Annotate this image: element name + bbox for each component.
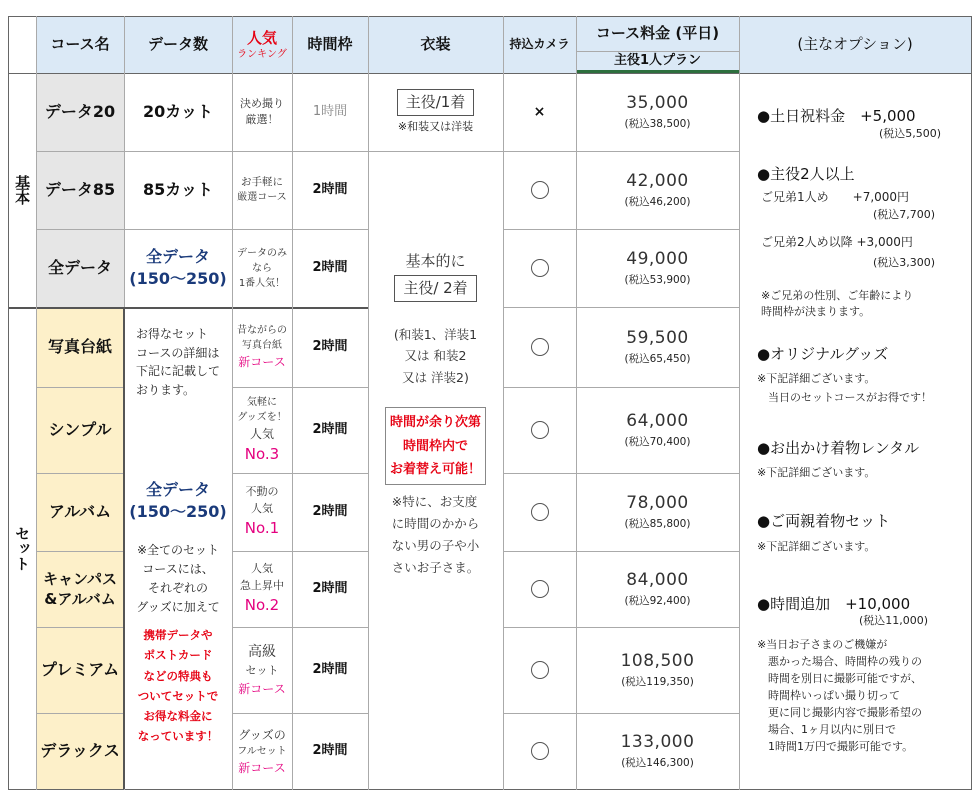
camera-1 (503, 151, 576, 229)
time-6: 2時間 (312, 581, 348, 597)
options-panel (739, 73, 971, 789)
data-count-2-line1: 全データ (145, 247, 210, 267)
rank-6-line1: 人気 (251, 562, 273, 576)
costume-red-box (385, 407, 486, 485)
grid-line-col (232, 16, 233, 790)
costume-row1-box: 主役/1着 (397, 89, 475, 115)
header-data: データ数 (124, 16, 232, 73)
opt-extra-note-3: 時間枠いっぱい撮り切って (757, 689, 900, 703)
rank-8-new: 新コース (238, 760, 286, 775)
set-note-red-2: などの特典も (143, 668, 213, 683)
price-7 (576, 627, 739, 713)
header-ranking (232, 16, 292, 73)
data-count-1: 85カット (142, 180, 214, 200)
rank-0 (232, 73, 292, 151)
set-data-cell (124, 307, 232, 789)
price-6-value: 84,000 (626, 570, 689, 591)
rank-5-line2: 人気 (251, 501, 273, 515)
price-0-value: 35,000 (626, 93, 689, 114)
grid-line-row (232, 387, 368, 388)
set-note-top-0: お得なセット (135, 327, 208, 341)
course-name-2: 全データ (36, 229, 124, 307)
rank-5-line1: 不動の (245, 485, 279, 499)
rank-6 (232, 551, 292, 627)
opt-sibling1-tax: (税込7,700) (873, 208, 936, 221)
opt-multi: ●主役2人以上 (757, 165, 855, 183)
opt-extra-note (757, 636, 922, 755)
header-course: コース名 (36, 16, 124, 73)
grid-line-group (8, 307, 368, 309)
grid-line-row (503, 151, 739, 152)
set-note-red-3: ついてセットで (137, 688, 219, 703)
circle-icon (531, 421, 549, 439)
rank-8-line1: グッズの (238, 727, 286, 742)
price-1-value: 42,000 (626, 171, 689, 192)
course-name-6-line1: キャンパス (43, 569, 117, 588)
rank-7-line2: セット (245, 664, 279, 678)
camera-7 (503, 627, 576, 713)
price-5-tax: (税込85,800) (624, 518, 691, 531)
time-8: 2時間 (312, 743, 348, 759)
costume-red-0: 時間が余り次第 (389, 415, 481, 431)
course-name-6 (36, 551, 124, 627)
rank-4-line2: グッズを！ (237, 411, 287, 423)
rank-8-line2: フルセット (237, 745, 287, 757)
rank-4-line3: 人気 (249, 426, 274, 441)
price-4-tax: (税込70,400) (624, 436, 691, 449)
grid-line-row (36, 387, 124, 388)
price-1 (576, 151, 739, 229)
opt-sibling1: ご兄弟1人め +7,000円 (761, 190, 910, 204)
price-3 (576, 307, 739, 387)
opt-holiday: ●土日祝料金 +5,000 (757, 107, 916, 125)
costume-basic-box: 主役/ 2着 (394, 275, 476, 301)
camera-8 (503, 713, 576, 789)
opt-goods-note-1: 当日のセットコースがお得です！ (757, 390, 933, 404)
costume-red-2: お着替え可能！ (389, 461, 481, 477)
grid-line-col (36, 16, 37, 790)
circle-icon (531, 661, 549, 679)
set-data-note-red (138, 625, 219, 746)
rank-6-no: No.2 (244, 596, 280, 615)
camera-0: × (533, 103, 546, 120)
opt-extra: ●時間追加 +10,000 (757, 595, 911, 613)
set-data-main-1: (150〜250) (129, 501, 227, 521)
price-5-value: 78,000 (626, 493, 689, 514)
header-price: コース料金 (平日) (576, 16, 739, 51)
opt-extra-note-2: 時間を別日に撮影可能ですが、 (757, 672, 922, 686)
price-3-value: 59,500 (626, 328, 689, 349)
opt-goods-note-0: ※下記詳細ございます。 (757, 372, 876, 385)
opt-extra-note-4: 更に同じ撮影内容で撮影希望の (757, 706, 922, 720)
opt-extra-note-0: ※当日お子さまのご機嫌が (757, 638, 888, 651)
price-8-value: 133,000 (620, 732, 695, 753)
rank-2 (232, 229, 292, 307)
time-0: 1時間 (312, 104, 348, 120)
price-4 (576, 387, 739, 473)
header-time: 時間枠 (292, 16, 368, 73)
grid-line-row (503, 473, 739, 474)
rank-1 (232, 151, 292, 229)
opt-parents: ●ご両親着物セット (757, 512, 891, 530)
grid-line-row (232, 627, 368, 628)
set-note-red-5: なっています！ (137, 728, 219, 743)
opt-goods-note (757, 370, 932, 407)
costume-row1 (368, 73, 503, 151)
rank-3-line1: 昔ながらの (237, 325, 287, 336)
data-count-2 (124, 229, 232, 307)
price-8-tax: (税込146,300) (621, 757, 694, 770)
costume-detail (394, 324, 477, 390)
opt-kimono-note: ※下記詳細ございます。 (757, 466, 876, 479)
set-note-top-1: コースの詳細は (135, 345, 220, 360)
camera-6 (503, 551, 576, 627)
opt-kimono: ●お出かけ着物レンタル (757, 439, 920, 457)
costume-main (368, 151, 503, 789)
opt-goods: ●オリジナルグッズ (757, 345, 889, 363)
group-basic (8, 73, 36, 307)
course-name-6-line2: &アルバム (44, 590, 116, 608)
rank-1-line2: 厳選コース (237, 192, 287, 204)
course-name-7: プレミアム (36, 627, 124, 713)
grid-line-top (8, 16, 972, 17)
costume-note-1: に時間のかから (391, 516, 480, 532)
set-data-note-top (136, 325, 220, 399)
time-4: 2時間 (312, 422, 348, 438)
course-name-4: シンプル (36, 387, 124, 473)
rank-7 (232, 627, 292, 713)
price-7-value: 108,500 (620, 651, 695, 672)
opt-sibling-note-0: ※ご兄弟の性別、ご年齢により (761, 289, 914, 302)
grid-line-row (368, 151, 503, 152)
price-4-value: 64,000 (626, 411, 689, 432)
rank-3 (232, 307, 292, 387)
rank-8 (232, 713, 292, 789)
group-set-label: セット (13, 525, 32, 571)
costume-red-1: 時間枠内で (402, 438, 468, 454)
set-note-red-1: ポストカード (143, 648, 213, 663)
grid-line-col (971, 16, 972, 790)
set-data-main-0: 全データ (145, 480, 210, 500)
costume-detail-0: (和装1、洋装1 (393, 326, 478, 342)
costume-detail-1: 又は 和装2 (404, 348, 467, 364)
opt-sibling-note (761, 288, 913, 320)
header-options: (主なオプション) (739, 16, 971, 73)
price-7-tax: (税込119,350) (621, 676, 694, 689)
costume-row1-note: ※和装又は洋装 (397, 119, 474, 133)
header-price-sub: 主役1人プラン (576, 51, 739, 73)
set-note-mid-0: ※全てのセット (136, 542, 220, 557)
opt-parents-note: ※下記詳細ございます。 (757, 540, 876, 553)
camera-4 (503, 387, 576, 473)
grid-line-col (292, 16, 293, 790)
rank-2-line1: データのみ (237, 247, 287, 259)
grid-line-col (576, 16, 577, 790)
costume-note (392, 491, 480, 579)
header-blank (8, 16, 36, 73)
grid-line-row (503, 387, 739, 388)
price-5 (576, 473, 739, 551)
price-6 (576, 551, 739, 627)
price-1-tax: (税込46,200) (624, 196, 691, 209)
set-data-main (129, 479, 226, 522)
grid-line-col (739, 16, 740, 790)
price-2 (576, 229, 739, 307)
opt-sibling-note-1: 時間枠が決まります。 (761, 304, 871, 318)
circle-icon (531, 338, 549, 356)
price-2-tax: (税込53,900) (624, 274, 691, 287)
grid-line-row (36, 473, 124, 474)
circle-icon (531, 503, 549, 521)
rank-5 (232, 473, 292, 551)
rank-7-new: 新コース (238, 681, 286, 696)
costume-basic-text: 基本的に (405, 252, 466, 270)
rank-0-line2: 厳選！ (245, 113, 279, 126)
circle-icon (531, 742, 549, 760)
course-name-1: データ85 (36, 151, 124, 229)
header-camera: 持込カメラ (503, 16, 576, 73)
set-note-mid-2: それぞれの (147, 580, 208, 595)
grid-line-row (36, 551, 124, 552)
opt-sibling2-tax: (税込3,300) (873, 256, 936, 269)
grid-line-row (503, 713, 739, 714)
set-block-border (123, 307, 125, 789)
grid-line-row (232, 713, 368, 714)
set-note-top-3: おります。 (135, 382, 196, 397)
rank-5-no: No.1 (244, 519, 280, 538)
circle-icon (531, 259, 549, 277)
rank-4-no: No.3 (244, 444, 280, 463)
circle-icon (531, 580, 549, 598)
rank-4-line1: 気軽に (247, 396, 277, 408)
opt-extra-note-1: 悪かった場合、時間枠の残りの (757, 655, 922, 669)
rank-4 (232, 387, 292, 473)
time-3: 2時間 (312, 339, 348, 355)
price-0 (576, 73, 739, 151)
price-6-tax: (税込92,400) (624, 595, 691, 608)
grid-line-row (232, 473, 368, 474)
camera-5 (503, 473, 576, 551)
grid-line-row (503, 229, 739, 230)
set-note-red-0: 携帯データや (143, 628, 213, 643)
time-5: 2時間 (312, 504, 348, 520)
opt-sibling2: ご兄弟2人め以降 +3,000円 (761, 235, 913, 249)
grid-line-header (8, 73, 972, 74)
price-0-tax: (税込38,500) (624, 118, 691, 131)
header-ranking-label: ランキング (237, 48, 287, 60)
course-name-0: データ20 (36, 73, 124, 151)
group-basic-label: 基本 (13, 175, 32, 205)
rank-1-line1: お手軽に (241, 175, 283, 188)
rank-2-line2: なら (252, 262, 272, 274)
price-2-value: 49,000 (626, 249, 689, 270)
set-note-red-4: お得な料金に (143, 708, 213, 723)
price-8 (576, 713, 739, 789)
rank-0-line1: 決め撮り (240, 96, 284, 110)
camera-2 (503, 229, 576, 307)
costume-note-3: さいお子さま。 (391, 559, 480, 575)
set-note-mid-1: コースには、 (142, 561, 214, 576)
grid-line-row (36, 713, 124, 714)
time-7: 2時間 (312, 662, 348, 678)
data-count-0: 20カット (142, 102, 214, 122)
grid-line-row (232, 551, 368, 552)
grid-line-col (503, 16, 504, 790)
time-2: 2時間 (312, 260, 348, 276)
grid-line-row (503, 551, 739, 552)
camera-3 (503, 307, 576, 387)
rank-3-new: 新コース (238, 355, 286, 369)
grid-line-row (36, 151, 368, 152)
group-set (8, 307, 36, 789)
grid-line-row (503, 307, 739, 308)
data-count-2-line2: (150〜250) (129, 269, 227, 288)
time-1: 2時間 (312, 182, 348, 198)
opt-holiday-tax: (税込5,500) (879, 127, 942, 140)
grid-line-col (8, 16, 9, 790)
grid-line-pricesub (576, 51, 739, 52)
costume-note-0: ※特に、お支度 (391, 494, 478, 510)
opt-extra-tax: (税込11,000) (859, 614, 929, 627)
grid-line-row (503, 627, 739, 628)
costume-note-2: ない男の子や小 (391, 538, 480, 554)
costume-detail-2: 又は 洋装2) (402, 370, 469, 386)
grid-line-bottom (8, 789, 972, 790)
course-name-5: アルバム (36, 473, 124, 551)
set-note-mid-3: グッズに加えて (136, 600, 220, 615)
rank-3-line2: 写真台紙 (242, 340, 282, 351)
set-data-note-mid (136, 541, 219, 618)
grid-line-row (36, 229, 368, 230)
set-note-top-2: 下記に記載して (135, 364, 220, 379)
grid-line-col (368, 16, 369, 790)
price-3-tax: (税込65,450) (624, 353, 691, 366)
rank-2-line3: 1番人気！ (238, 277, 286, 289)
opt-extra-note-6: 1時間1万円で撮影可能です。 (757, 740, 914, 754)
course-name-8: デラックス (36, 713, 124, 789)
rank-7-line1: 高級 (248, 644, 276, 661)
course-name-3: 写真台紙 (36, 307, 124, 387)
circle-icon (531, 181, 549, 199)
header-costume: 衣装 (368, 16, 503, 73)
grid-line-row (36, 627, 124, 628)
opt-extra-note-5: 場合、1ヶ月以内に別日で (757, 723, 896, 737)
header-popular: 人気 (246, 28, 277, 47)
rank-6-line2: 急上昇中 (240, 578, 284, 592)
